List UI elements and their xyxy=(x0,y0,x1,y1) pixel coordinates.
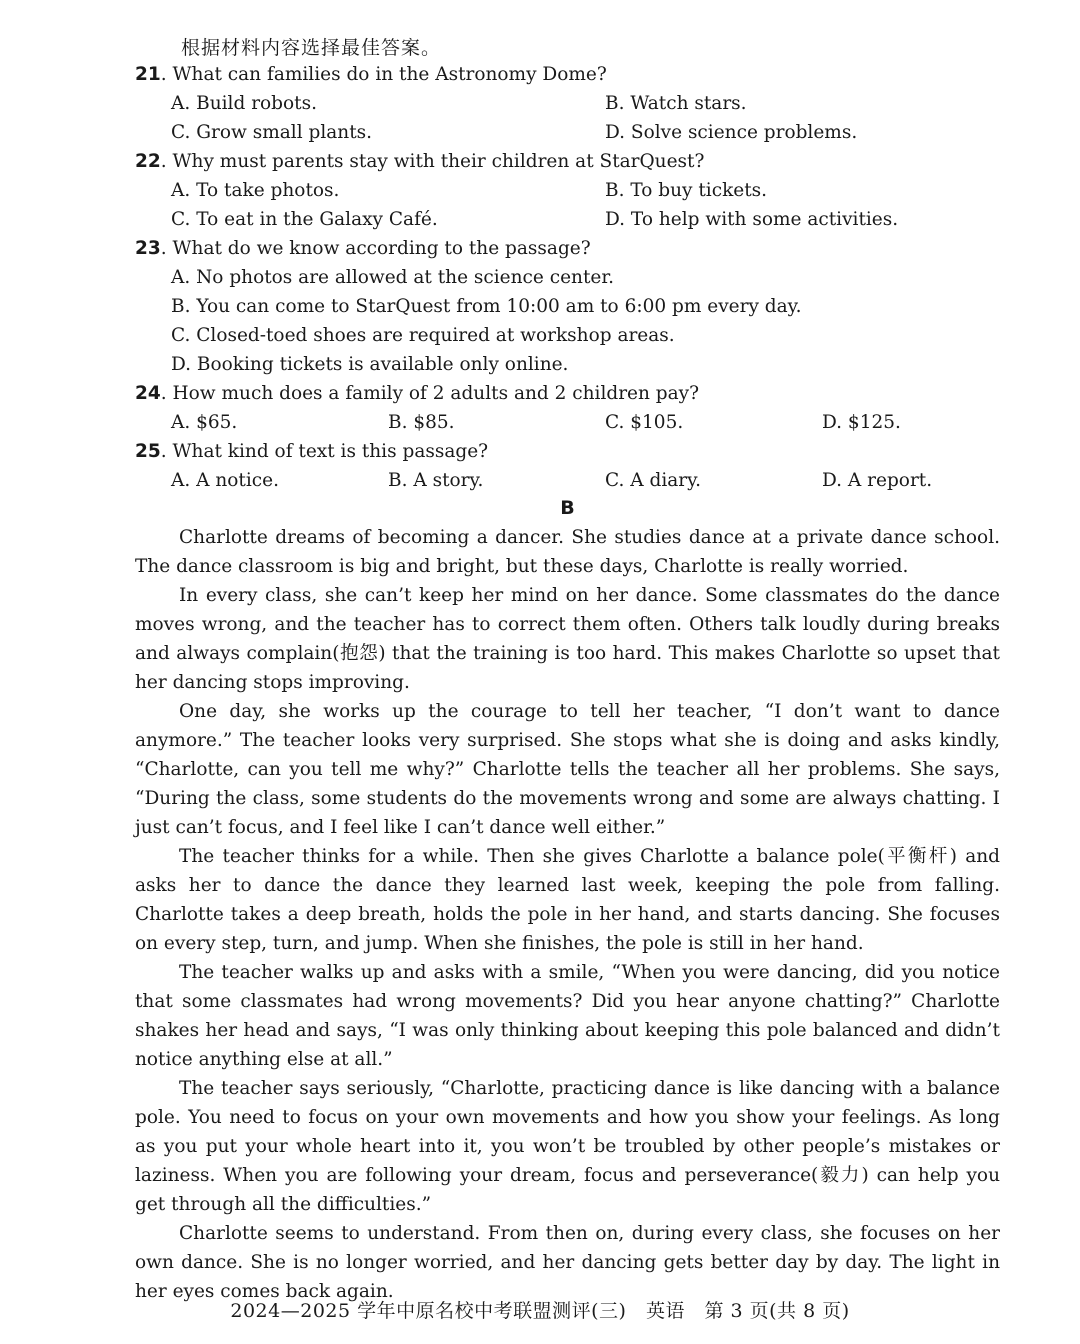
option-row xyxy=(135,89,1005,118)
option-d: D. $125. xyxy=(822,412,901,433)
question-21 xyxy=(135,60,1005,89)
question-number: 25 xyxy=(135,441,161,462)
option-row xyxy=(135,408,1005,437)
option-d: D. A report. xyxy=(822,470,933,491)
instruction-text: 根据材料内容选择最佳答案。 xyxy=(181,37,442,59)
question-24 xyxy=(135,379,1005,408)
option-c: C. $105. xyxy=(605,412,684,433)
option-a: A. $65. xyxy=(171,412,238,433)
option-b: B. Watch stars. xyxy=(605,93,747,114)
option-d: D. Booking tickets is available only online. xyxy=(171,354,569,375)
option-a: A. Build robots. xyxy=(171,93,317,114)
question-text: . Why must parents stay with their children at StarQuest? xyxy=(160,151,705,172)
question-22 xyxy=(135,147,1005,176)
option-b: B. A story. xyxy=(388,470,484,491)
question-text: . How much does a family of 2 adults and 2 children pay? xyxy=(160,383,700,404)
option-b: B. You can come to StarQuest from 10:00 am to 6:00 pm every day. xyxy=(171,296,802,317)
section-heading: B xyxy=(560,497,575,519)
passage-paragraph: One day, she works up the courage to tell her teacher, “I don’t want to dance anymore.” The teacher looks very surprised. She stops what she is doing and asks kindly, “Charlotte, can you tell me why?” Charlotte tells the teacher all her problems. She says, “During the class, some students do the movements wrong and some are always chatting. I just can’t focus, and I feel like I can’t dance well either.” xyxy=(135,701,1000,838)
option-row xyxy=(135,205,1005,234)
question-number: 23 xyxy=(135,238,161,259)
passage-paragraph: Charlotte dreams of becoming a dancer. She studies dance at a private dance school. The dance classroom is big and bright, but these days, Charlotte is really worried. xyxy=(135,527,1000,577)
option-b: B. To buy tickets. xyxy=(605,180,768,201)
passage-paragraph: Charlotte seems to understand. From then on, during every class, she focuses on her own dance. She is no longer worried, and her dancing gets better day by day. The light in her eyes comes back again. xyxy=(135,1223,1000,1302)
question-number: 21 xyxy=(135,64,161,85)
option-a: A. To take photos. xyxy=(171,180,340,201)
question-25 xyxy=(135,437,1005,466)
question-23 xyxy=(135,234,1005,263)
option-c: C. Grow small plants. xyxy=(171,122,373,143)
option-row xyxy=(135,176,1005,205)
passage-paragraph: In every class, she can’t keep her mind on her dance. Some classmates do the dance moves wrong, and the teacher has to correct them often. Others talk loudly during breaks and always complain(抱怨) that the training is too hard. This makes Charlotte so upset that her dancing stops improving. xyxy=(135,585,1000,693)
option-d: D. Solve science problems. xyxy=(605,122,858,143)
question-number: 24 xyxy=(135,383,161,404)
option-d: D. To help with some activities. xyxy=(605,209,899,230)
passage-paragraph: The teacher walks up and asks with a smile, “When you were dancing, did you notice that some classmates had wrong movements? Did you hear anyone chatting?” Charlotte shakes her head and says, “I was only thinking about keeping this pole balanced and didn’t notice anything else at all.” xyxy=(135,962,1000,1070)
page-footer: 2024—2025 学年中原名校中考联盟测评(三) 英语 第 3 页(共 8 页) xyxy=(230,1300,850,1322)
option-b: B. $85. xyxy=(388,412,455,433)
question-list xyxy=(135,60,1005,495)
option-c: C. Closed-toed shoes are required at workshop areas. xyxy=(171,325,675,346)
passage-paragraph: The teacher thinks for a while. Then she gives Charlotte a balance pole(平衡杆) and asks her to dance the dance they learned last week, keeping the pole from falling. Charlotte takes a deep breath, holds the pole in her hand, and starts dancing. She focuses on every step, turn, and jump. When she finishes, the pole is still in her hand. xyxy=(135,846,1000,954)
option-row xyxy=(135,118,1005,147)
question-number: 22 xyxy=(135,151,161,172)
passage-paragraph: The teacher says seriously, “Charlotte, practicing dance is like dancing with a balance pole. You need to focus on your own movements and how you show your feelings. As long as you put your whole heart into it, you won’t be troubled by other people’s mistakes or laziness. When you are following your dream, focus and perseverance(毅力) can help you get through all the difficulties.” xyxy=(135,1078,1000,1215)
option-row xyxy=(135,466,1005,495)
option-a: A. A notice. xyxy=(171,470,279,491)
option-c: C. A diary. xyxy=(605,470,702,491)
question-text: . What do we know according to the passage? xyxy=(160,238,591,259)
question-text: . What can families do in the Astronomy Dome? xyxy=(160,64,607,85)
reading-passage xyxy=(135,523,1000,1306)
option-c: C. To eat in the Galaxy Café. xyxy=(171,209,438,230)
question-text: . What kind of text is this passage? xyxy=(160,441,489,462)
option-a: A. No photos are allowed at the science center. xyxy=(171,267,615,288)
